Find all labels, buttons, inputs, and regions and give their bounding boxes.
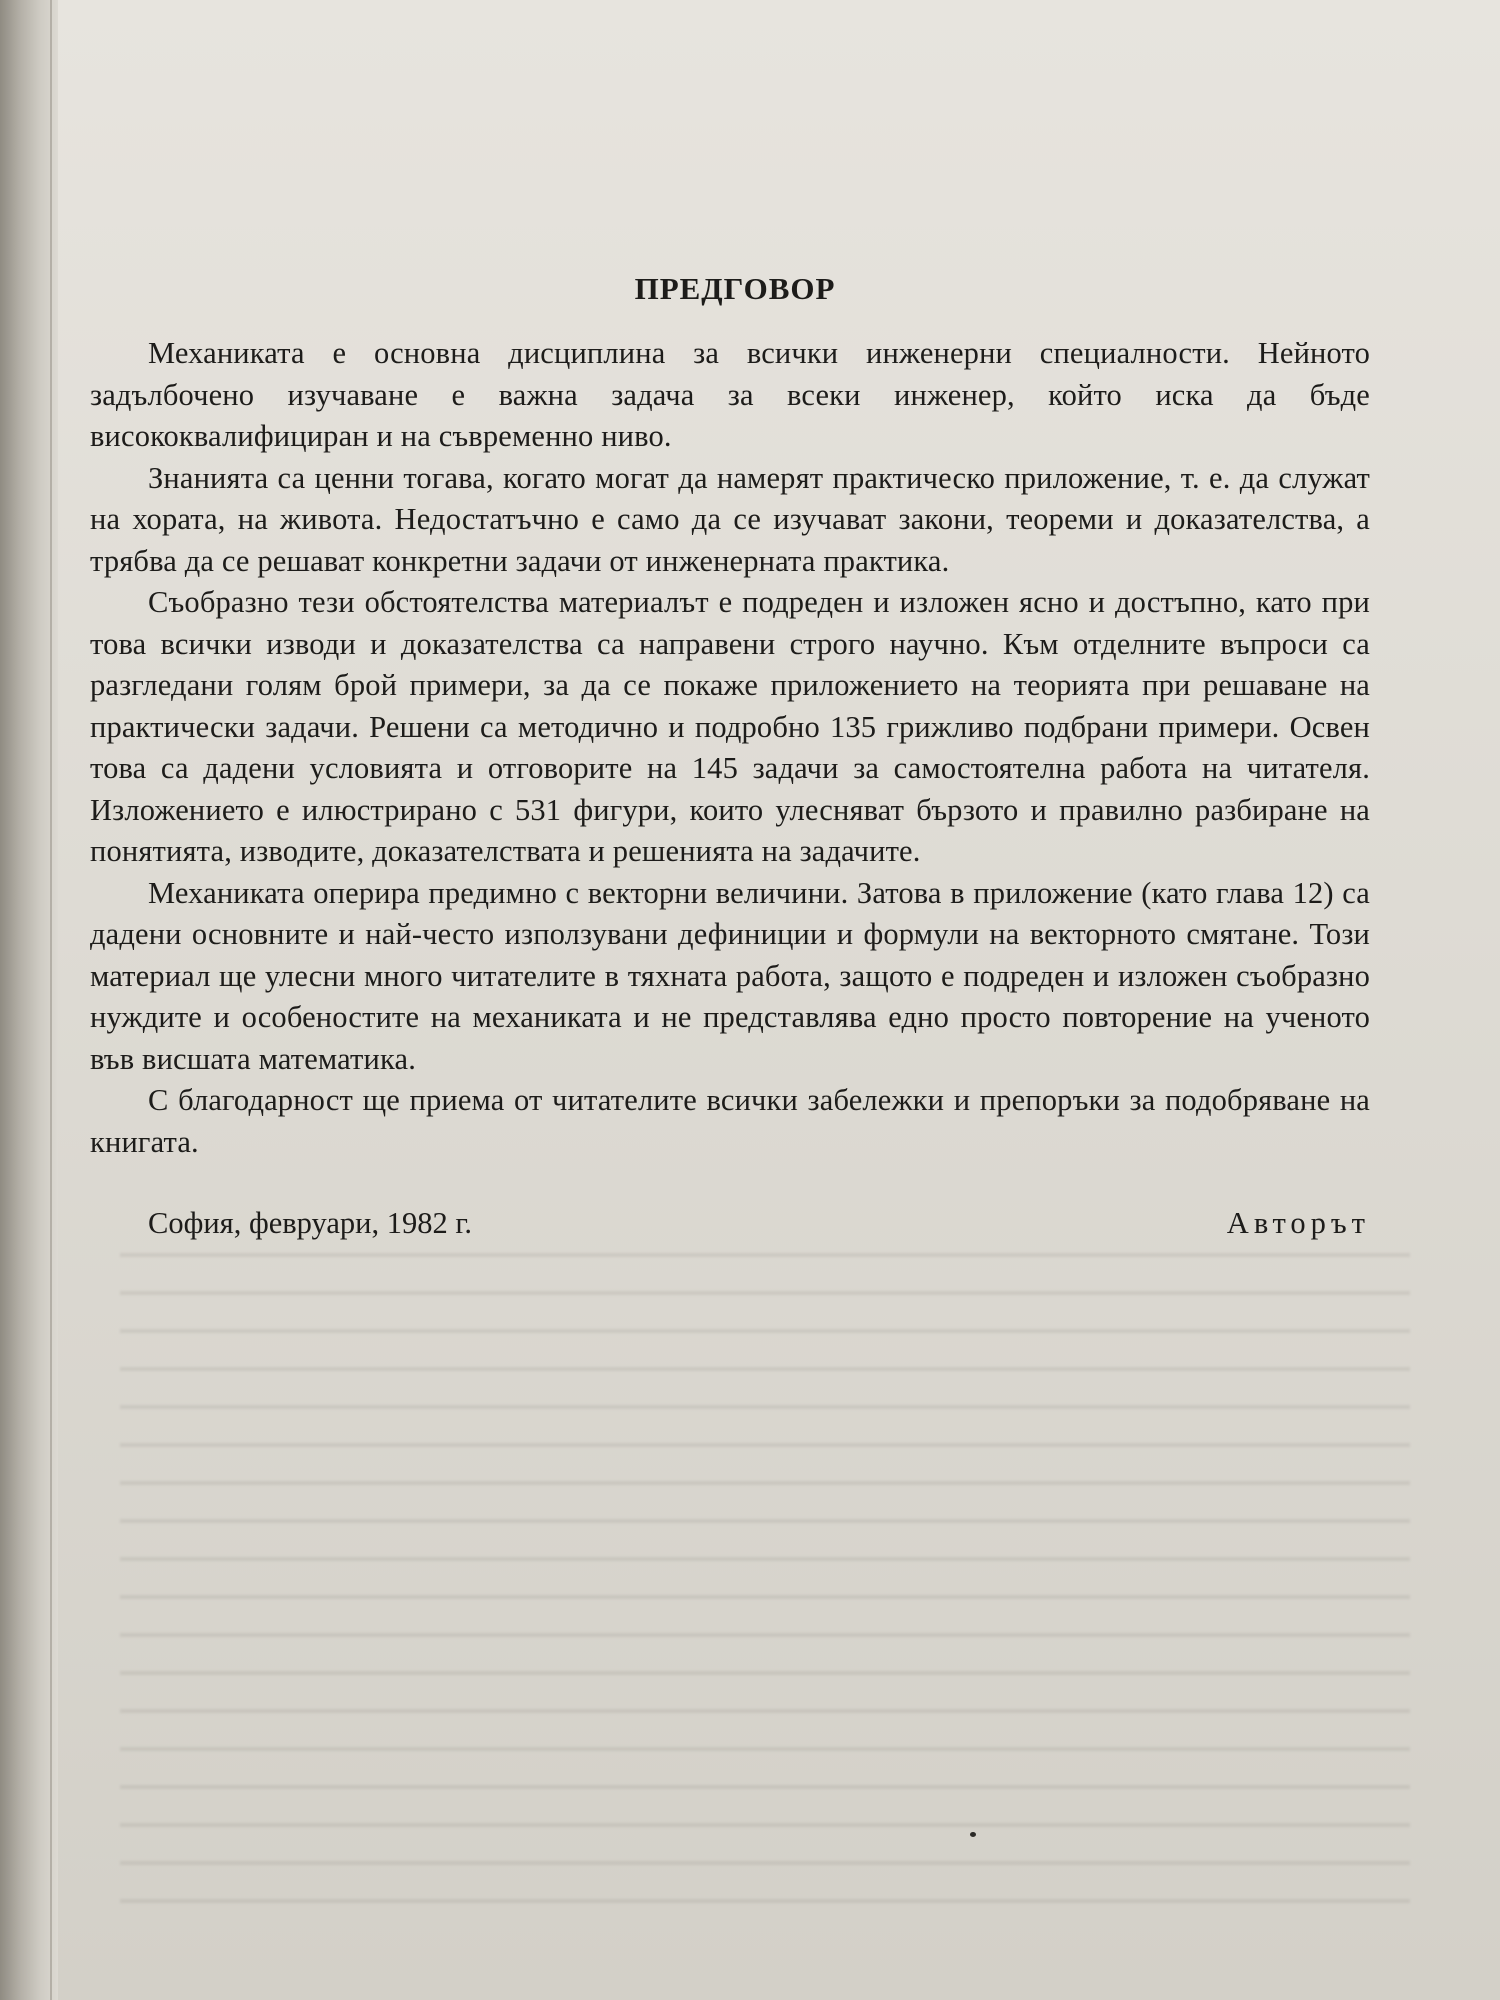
page-title: ПРЕДГОВОР <box>634 271 836 306</box>
paragraph-2: Знанията са ценни тогава, когато могат да намерят практическо приложение, т. е. да служат на хората, на живота. Недостатъчно е само да се изучават закони, теореми и доказателства, а трябва да се решават конкретни задачи от инженерната практика. <box>90 460 1370 578</box>
paragraph-5: С благодарност ще приема от читателите всички забележки и препоръки за подобряване на книгата. <box>90 1083 1370 1159</box>
paragraph-1: Механиката е основна дисциплина за всички инженерни специалности. Нейното задълбочено изучаване е важна задача за всеки инженер, който иска да бъде висококвалифициран и на съвременно ниво. <box>90 336 1370 454</box>
book-binding <box>0 0 58 2000</box>
author-signature: Авторът <box>1226 1206 1370 1241</box>
place-date: София, февруари, 1982 г. <box>148 1206 473 1241</box>
print-speck <box>970 1832 976 1837</box>
paragraph-3: Съобразно тези обстоятелства материалът е подреден и изложен ясно и достъпно, като при това всички изводи и доказателства са направени строго научно. Към отделните въпроси са разгледани голям брой примери, за да се покаже приложението на теорията при решаване на практически задачи. Решени са методично и подробно 135 грижливо подбрани примери. Освен това са дадени условията и отговорите на 145 задачи за самостоятелна работа на читателя. Изложението е илюстрирано с 531 фигури, които улесняват бързото и правилно разбиране на понятията, изводите, доказателствата и решенията на задачите. <box>90 585 1370 869</box>
show-through-text <box>120 1235 1410 1935</box>
paragraph-4: Механиката оперира предимно с векторни величини. Затова в приложение (като глава 12) са дадени основните и най-често използувани дефиниции и формули на векторното смятане. Този материал ще улесни много читателите в тяхната работа, защото е подреден и изложен съобразно нуждите и особеностите на механиката и не представлява едно просто повторение на ученото във висшата математика. <box>90 875 1370 1076</box>
preface-content <box>90 270 1370 1245</box>
signature-row <box>90 1203 1370 1245</box>
